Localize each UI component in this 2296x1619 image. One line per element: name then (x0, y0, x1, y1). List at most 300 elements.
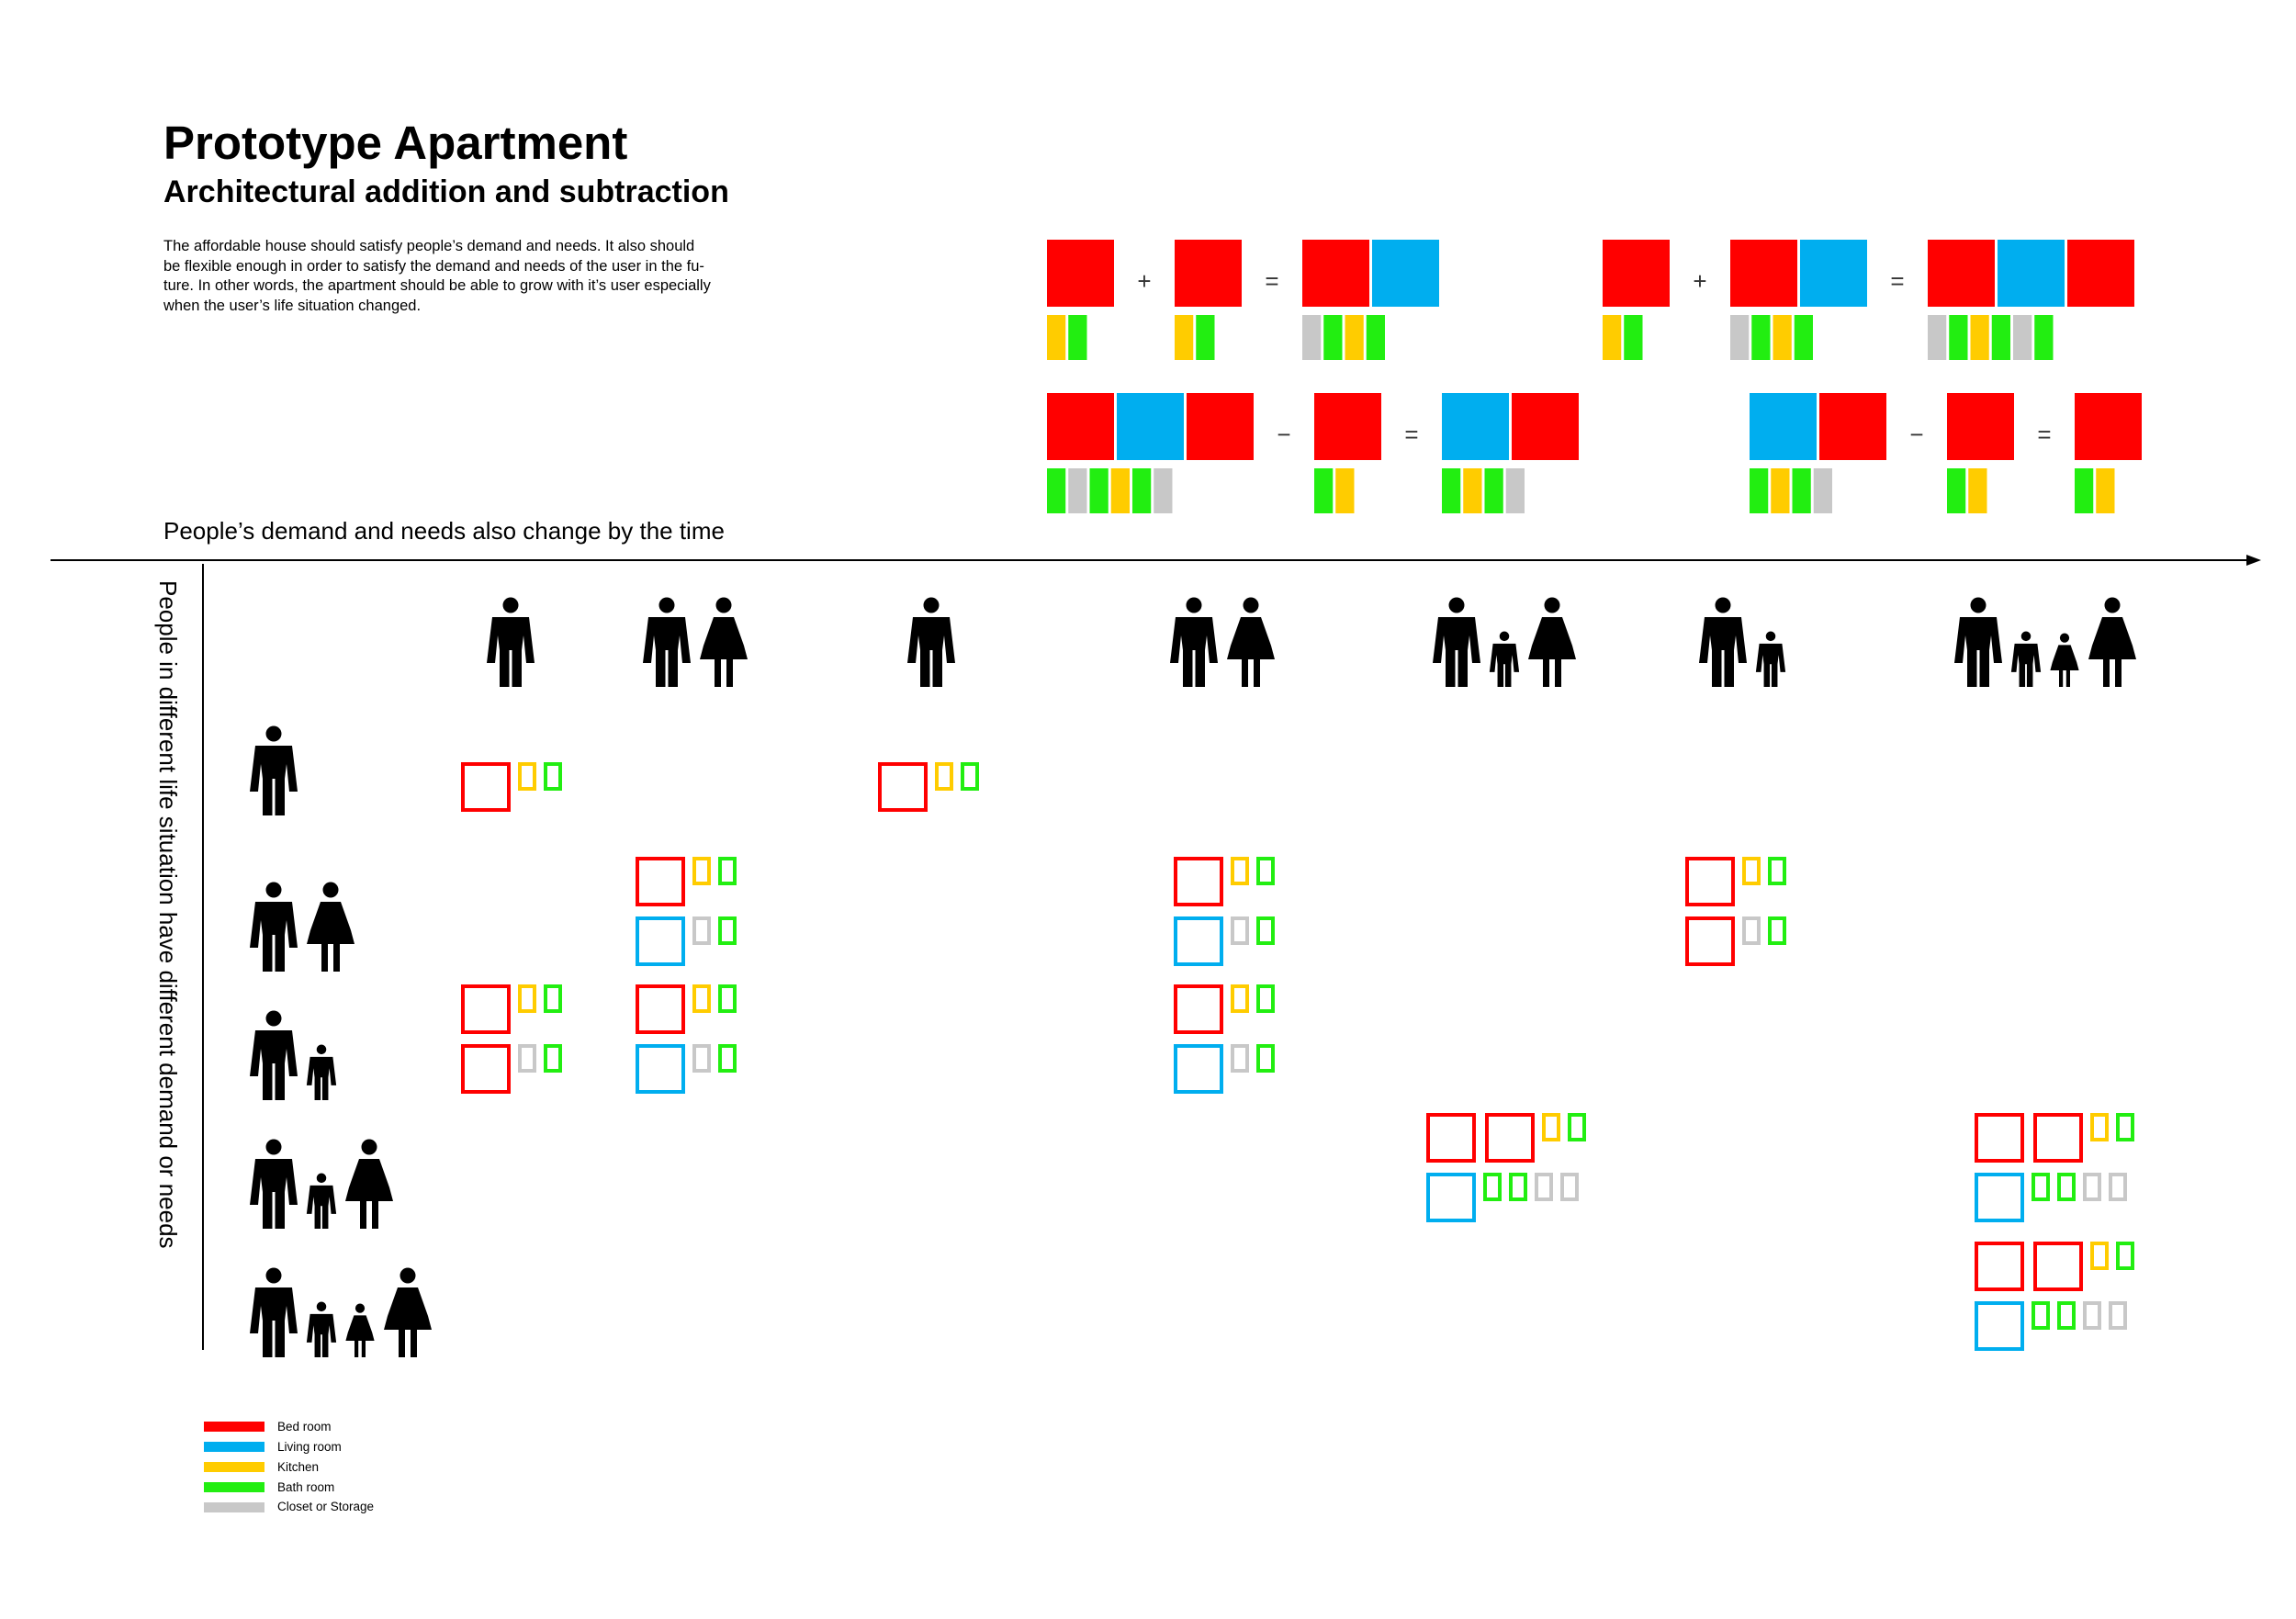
man-torso (2011, 644, 2041, 672)
legend-swatch-storage (204, 1502, 264, 1512)
configuration (637, 859, 735, 964)
woman-leg (726, 658, 733, 687)
people-pictogram (250, 1011, 336, 1101)
bed-room-outline (463, 986, 509, 1032)
configuration (463, 764, 560, 810)
legend-label: Living room (277, 1439, 342, 1454)
storage-outline (2085, 1303, 2099, 1328)
living-room-outline (637, 918, 683, 964)
configuration (1976, 1115, 2133, 1220)
storage-outline (1562, 1175, 1577, 1199)
living-room-block (1442, 393, 1509, 460)
bath-room-outline (546, 1046, 560, 1071)
bed-room-block (1314, 393, 1381, 460)
storage-outline (694, 918, 709, 943)
storage-outline (1232, 1046, 1247, 1071)
storage-outline (520, 1046, 535, 1071)
kitchen-outline (2092, 1243, 2107, 1268)
man-torso (1433, 617, 1480, 663)
woman-leg (362, 1340, 366, 1357)
legend-swatch-bath-room (204, 1482, 264, 1492)
bed-room-outline (637, 986, 683, 1032)
woman-head (716, 598, 732, 613)
woman-leg (399, 1329, 405, 1357)
living-room-outline (1176, 918, 1221, 964)
man-torso (307, 1314, 336, 1343)
bed-room-block (1819, 393, 1886, 460)
man-torso (250, 902, 298, 948)
storage-outline (694, 1046, 709, 1071)
bath-room-outline (1770, 859, 1784, 883)
man-torso (1490, 644, 1519, 672)
man-leg (263, 933, 273, 972)
bath-room-outline (1770, 918, 1784, 943)
legend-item (204, 1497, 374, 1517)
kitchen-block (1335, 468, 1354, 513)
kitchen-block (1771, 468, 1789, 513)
bed-room-outline (2035, 1115, 2081, 1161)
kitchen-outline (1232, 859, 1247, 883)
man-leg (315, 1333, 321, 1357)
storage-block (1302, 315, 1321, 360)
man-leg (263, 1062, 273, 1100)
kitchen-block (1773, 315, 1792, 360)
kitchen-block (1603, 315, 1621, 360)
man-head (317, 1174, 327, 1184)
living-room-block (1117, 393, 1184, 460)
man-head (266, 1011, 282, 1027)
people-pictogram (1433, 598, 1576, 688)
man-leg (263, 777, 273, 815)
man-torso (250, 1159, 298, 1205)
bed-room-block (1512, 393, 1579, 460)
people-pictogram (487, 598, 535, 688)
equations-group (1047, 240, 2142, 513)
configuration (463, 986, 560, 1092)
bath-room-outline (1511, 1175, 1525, 1199)
bath-room-outline (1258, 1046, 1273, 1071)
man-head (266, 726, 282, 742)
man-head (1971, 598, 1986, 613)
configuration (1176, 859, 1273, 964)
kitchen-outline (694, 986, 709, 1011)
bath-room-block (1442, 468, 1460, 513)
man-leg (263, 1319, 273, 1357)
bed-room-block (1302, 240, 1369, 307)
bed-room-outline (2035, 1243, 2081, 1289)
woman-leg (360, 1200, 366, 1229)
bath-room-block (1992, 315, 2010, 360)
kitchen-block (1463, 468, 1481, 513)
intro-paragraph (163, 237, 770, 316)
man-torso (907, 617, 955, 663)
man-torso (307, 1186, 336, 1214)
legend-label: Kitchen (277, 1459, 320, 1474)
woman-head (1244, 598, 1259, 613)
woman-leg (1555, 658, 1561, 687)
equals-symbol: = (2037, 421, 2052, 448)
man-leg (315, 1205, 321, 1229)
man-leg (1712, 648, 1722, 687)
bath-room-block (1624, 315, 1642, 360)
bath-room-outline (2033, 1303, 2048, 1328)
man-head (317, 1302, 327, 1312)
living-room-outline (1976, 1175, 2022, 1220)
bath-room-block (1793, 468, 1811, 513)
man-leg (276, 1190, 286, 1229)
woman-leg (1254, 658, 1260, 687)
people-pictogram (643, 598, 748, 688)
people-pictogram (250, 1140, 393, 1230)
situation-axis-label: People in different life situation have different demand or needs (154, 580, 182, 1249)
operator-symbol: − (1277, 421, 1291, 448)
man-leg (1764, 663, 1771, 687)
bath-room-block (1949, 315, 1967, 360)
man-leg (500, 648, 510, 687)
living-room-block (1750, 393, 1817, 460)
living-room-block (1998, 240, 2065, 307)
man-leg (2027, 663, 2033, 687)
man-torso (1170, 617, 1218, 663)
man-leg (276, 1062, 286, 1100)
man-leg (920, 648, 930, 687)
woman-leg (1543, 658, 1549, 687)
bath-room-block (1947, 468, 1965, 513)
bath-room-block (2075, 468, 2093, 513)
man-torso (1954, 617, 2002, 663)
people-pictogram (250, 883, 355, 973)
kitchen-block (1175, 315, 1193, 360)
storage-block (1154, 468, 1172, 513)
man-leg (933, 648, 943, 687)
woman-head (2060, 634, 2069, 643)
equation (1047, 393, 1579, 513)
time-axis-label: People’s demand and needs also change by the time (163, 517, 725, 545)
bath-room-outline (546, 764, 560, 789)
man-head (1716, 598, 1731, 613)
bath-room-outline (1258, 918, 1273, 943)
storage-outline (2110, 1175, 2125, 1199)
man-leg (1196, 648, 1206, 687)
bath-room-outline (2118, 1115, 2133, 1140)
page-subtitle: Architectural addition and subtraction (163, 174, 729, 209)
man-torso (250, 1287, 298, 1333)
man-leg (1458, 648, 1469, 687)
man-torso (1756, 644, 1785, 672)
storage-outline (2085, 1175, 2099, 1199)
kitchen-block (1968, 468, 1986, 513)
woman-leg (2059, 669, 2063, 687)
intro-line: ture. In other words, the apartment should be able to grow with it’s user especially (163, 277, 711, 294)
man-leg (1505, 663, 1512, 687)
bath-room-outline (720, 1046, 735, 1071)
woman-leg (333, 943, 340, 972)
bed-room-outline (463, 1046, 509, 1092)
configuration (1976, 1243, 2133, 1349)
man-head (1449, 598, 1465, 613)
equals-symbol: = (1265, 267, 1279, 295)
legend-label: Bed room (277, 1420, 332, 1434)
people-pictogram (907, 598, 955, 688)
man-leg (1498, 663, 1504, 687)
configuration (880, 764, 977, 810)
kitchen-block (1345, 315, 1364, 360)
bath-room-outline (720, 859, 735, 883)
man-leg (1725, 648, 1735, 687)
configuration (1687, 859, 1784, 964)
storage-block (1068, 468, 1086, 513)
kitchen-block (2096, 468, 2114, 513)
bath-room-block (1750, 468, 1768, 513)
man-torso (487, 617, 535, 663)
kitchen-outline (2092, 1115, 2107, 1140)
bath-room-outline (1485, 1175, 1500, 1199)
configurations-group (463, 764, 2133, 1349)
man-leg (669, 648, 679, 687)
woman-leg (411, 1329, 417, 1357)
people-pictogram (1954, 598, 2136, 688)
axes-group (51, 555, 2261, 1350)
bath-room-block (1196, 315, 1214, 360)
woman-leg (715, 658, 721, 687)
living-room-outline (637, 1046, 683, 1092)
timeline-group (487, 598, 2136, 688)
equation (1750, 393, 2142, 513)
bath-room-outline (1258, 986, 1273, 1011)
storage-block (2013, 315, 2032, 360)
storage-block (1814, 468, 1832, 513)
woman-head (1545, 598, 1560, 613)
man-leg (1980, 648, 1990, 687)
man-head (266, 1268, 282, 1284)
man-leg (322, 1076, 329, 1100)
woman-dress (345, 1159, 393, 1201)
kitchen-outline (520, 764, 535, 789)
people-pictogram (1170, 598, 1275, 688)
bed-room-outline (1487, 1115, 1533, 1161)
bath-room-outline (2059, 1303, 2074, 1328)
legend-swatch-bed-room (204, 1422, 264, 1432)
configuration (1176, 986, 1273, 1092)
woman-head (400, 1268, 416, 1284)
bed-room-outline (1976, 1243, 2022, 1289)
people-pictogram (250, 1268, 432, 1358)
kitchen-block (1047, 315, 1065, 360)
bed-room-block (1603, 240, 1670, 307)
living-room-block (1372, 240, 1439, 307)
kitchen-outline (1544, 1115, 1559, 1140)
operator-symbol: − (1909, 421, 1924, 448)
bed-room-outline (1976, 1115, 2022, 1161)
operator-symbol: + (1137, 267, 1152, 295)
bed-room-outline (1687, 918, 1733, 964)
bath-room-block (1485, 468, 1503, 513)
bath-room-block (1795, 315, 1813, 360)
legend (204, 1417, 374, 1517)
legend-swatch-living-room (204, 1442, 264, 1452)
man-head (1187, 598, 1202, 613)
legend-label: Bath room (277, 1479, 335, 1494)
man-leg (322, 1333, 329, 1357)
bed-room-outline (637, 859, 683, 905)
woman-leg (2066, 669, 2070, 687)
bed-room-outline (1687, 859, 1733, 905)
man-head (1500, 632, 1510, 642)
living-room-outline (1428, 1175, 1474, 1220)
bath-room-block (1751, 315, 1770, 360)
bed-room-outline (1176, 986, 1221, 1032)
man-leg (263, 1190, 273, 1229)
man-head (503, 598, 519, 613)
woman-dress (345, 1315, 374, 1341)
man-head (317, 1045, 327, 1055)
bed-room-outline (880, 764, 926, 810)
bed-room-outline (1176, 859, 1221, 905)
man-head (659, 598, 675, 613)
bath-room-block (1068, 315, 1086, 360)
woman-head (355, 1304, 365, 1313)
storage-block (1506, 468, 1525, 513)
kitchen-outline (520, 986, 535, 1011)
bath-room-block (1090, 468, 1109, 513)
bed-room-block (1928, 240, 1995, 307)
time-axis-arrowhead (2246, 555, 2261, 566)
bath-room-outline (1570, 1115, 1584, 1140)
bed-room-block (1187, 393, 1254, 460)
bath-room-block (1323, 315, 1342, 360)
storage-block (1730, 315, 1749, 360)
storage-outline (1744, 918, 1759, 943)
legend-item (204, 1477, 374, 1497)
bed-room-outline (1428, 1115, 1474, 1161)
woman-leg (355, 1340, 358, 1357)
kitchen-outline (937, 764, 951, 789)
people-pictogram (1699, 598, 1785, 688)
life-situations-group (250, 726, 432, 1358)
man-torso (643, 617, 691, 663)
man-head (924, 598, 940, 613)
woman-head (2105, 598, 2121, 613)
bath-room-outline (546, 986, 560, 1011)
man-leg (276, 777, 286, 815)
woman-leg (2115, 658, 2122, 687)
man-leg (1772, 663, 1778, 687)
storage-outline (2110, 1303, 2125, 1328)
man-leg (322, 1205, 329, 1229)
bath-room-block (2034, 315, 2053, 360)
storage-block (1928, 315, 1946, 360)
bath-room-block (1047, 468, 1065, 513)
configuration (1428, 1115, 1584, 1220)
man-leg (276, 1319, 286, 1357)
configuration (637, 986, 735, 1092)
page-title: Prototype Apartment (163, 117, 628, 169)
man-leg (1446, 648, 1456, 687)
man-leg (2020, 663, 2026, 687)
bed-room-block (1947, 393, 2014, 460)
woman-dress (307, 902, 355, 944)
equals-symbol: = (1890, 267, 1905, 295)
legend-item (204, 1437, 374, 1457)
equation (1047, 240, 1439, 360)
bath-room-outline (2033, 1175, 2048, 1199)
living-room-block (1800, 240, 1867, 307)
man-head (266, 1140, 282, 1155)
equation (1603, 240, 2134, 360)
equals-symbol: = (1404, 421, 1419, 448)
bath-room-outline (720, 986, 735, 1011)
storage-outline (1232, 918, 1247, 943)
intro-line: The affordable house should satisfy people’s demand and needs. It also should (163, 238, 695, 254)
kitchen-outline (1232, 986, 1247, 1011)
kitchen-block (1111, 468, 1130, 513)
bed-room-block (1175, 240, 1242, 307)
bath-room-outline (720, 918, 735, 943)
bath-room-outline (2118, 1243, 2133, 1268)
man-torso (250, 746, 298, 792)
woman-dress (384, 1287, 432, 1330)
woman-leg (321, 943, 328, 972)
woman-dress (2050, 645, 2078, 670)
man-leg (1967, 648, 1977, 687)
man-torso (250, 1030, 298, 1076)
bed-room-block (2067, 240, 2134, 307)
storage-outline (1536, 1175, 1551, 1199)
legend-item (204, 1457, 374, 1478)
man-torso (1699, 617, 1747, 663)
kitchen-outline (1744, 859, 1759, 883)
bed-room-block (1047, 240, 1114, 307)
living-room-outline (1176, 1046, 1221, 1092)
bath-room-block (1314, 468, 1333, 513)
bed-room-block (1047, 393, 1114, 460)
legend-label: Closet or Storage (277, 1500, 375, 1514)
bath-room-block (1367, 315, 1385, 360)
man-head (1766, 632, 1776, 642)
kitchen-outline (694, 859, 709, 883)
man-leg (656, 648, 666, 687)
bath-room-outline (962, 764, 977, 789)
man-leg (512, 648, 523, 687)
legend-swatch-kitchen (204, 1462, 264, 1472)
bed-room-block (1730, 240, 1797, 307)
legend-item (204, 1417, 374, 1437)
bath-room-outline (1258, 859, 1273, 883)
woman-head (362, 1140, 377, 1155)
operator-symbol: + (1693, 267, 1707, 295)
woman-dress (1528, 617, 1576, 659)
bath-room-block (1132, 468, 1151, 513)
woman-dress (2088, 617, 2136, 659)
bed-room-block (2075, 393, 2142, 460)
woman-leg (2103, 658, 2110, 687)
bath-room-outline (2059, 1175, 2074, 1199)
man-torso (307, 1057, 336, 1085)
people-pictogram (250, 726, 298, 816)
bed-room-outline (463, 764, 509, 810)
woman-leg (1242, 658, 1248, 687)
intro-line: when the user’s life situation changed. (163, 297, 422, 314)
woman-head (323, 883, 339, 898)
woman-dress (700, 617, 748, 659)
man-leg (276, 933, 286, 972)
woman-dress (1227, 617, 1275, 659)
man-leg (1183, 648, 1193, 687)
man-leg (315, 1076, 321, 1100)
kitchen-block (1971, 315, 1989, 360)
man-head (2021, 632, 2032, 642)
woman-leg (372, 1200, 378, 1229)
